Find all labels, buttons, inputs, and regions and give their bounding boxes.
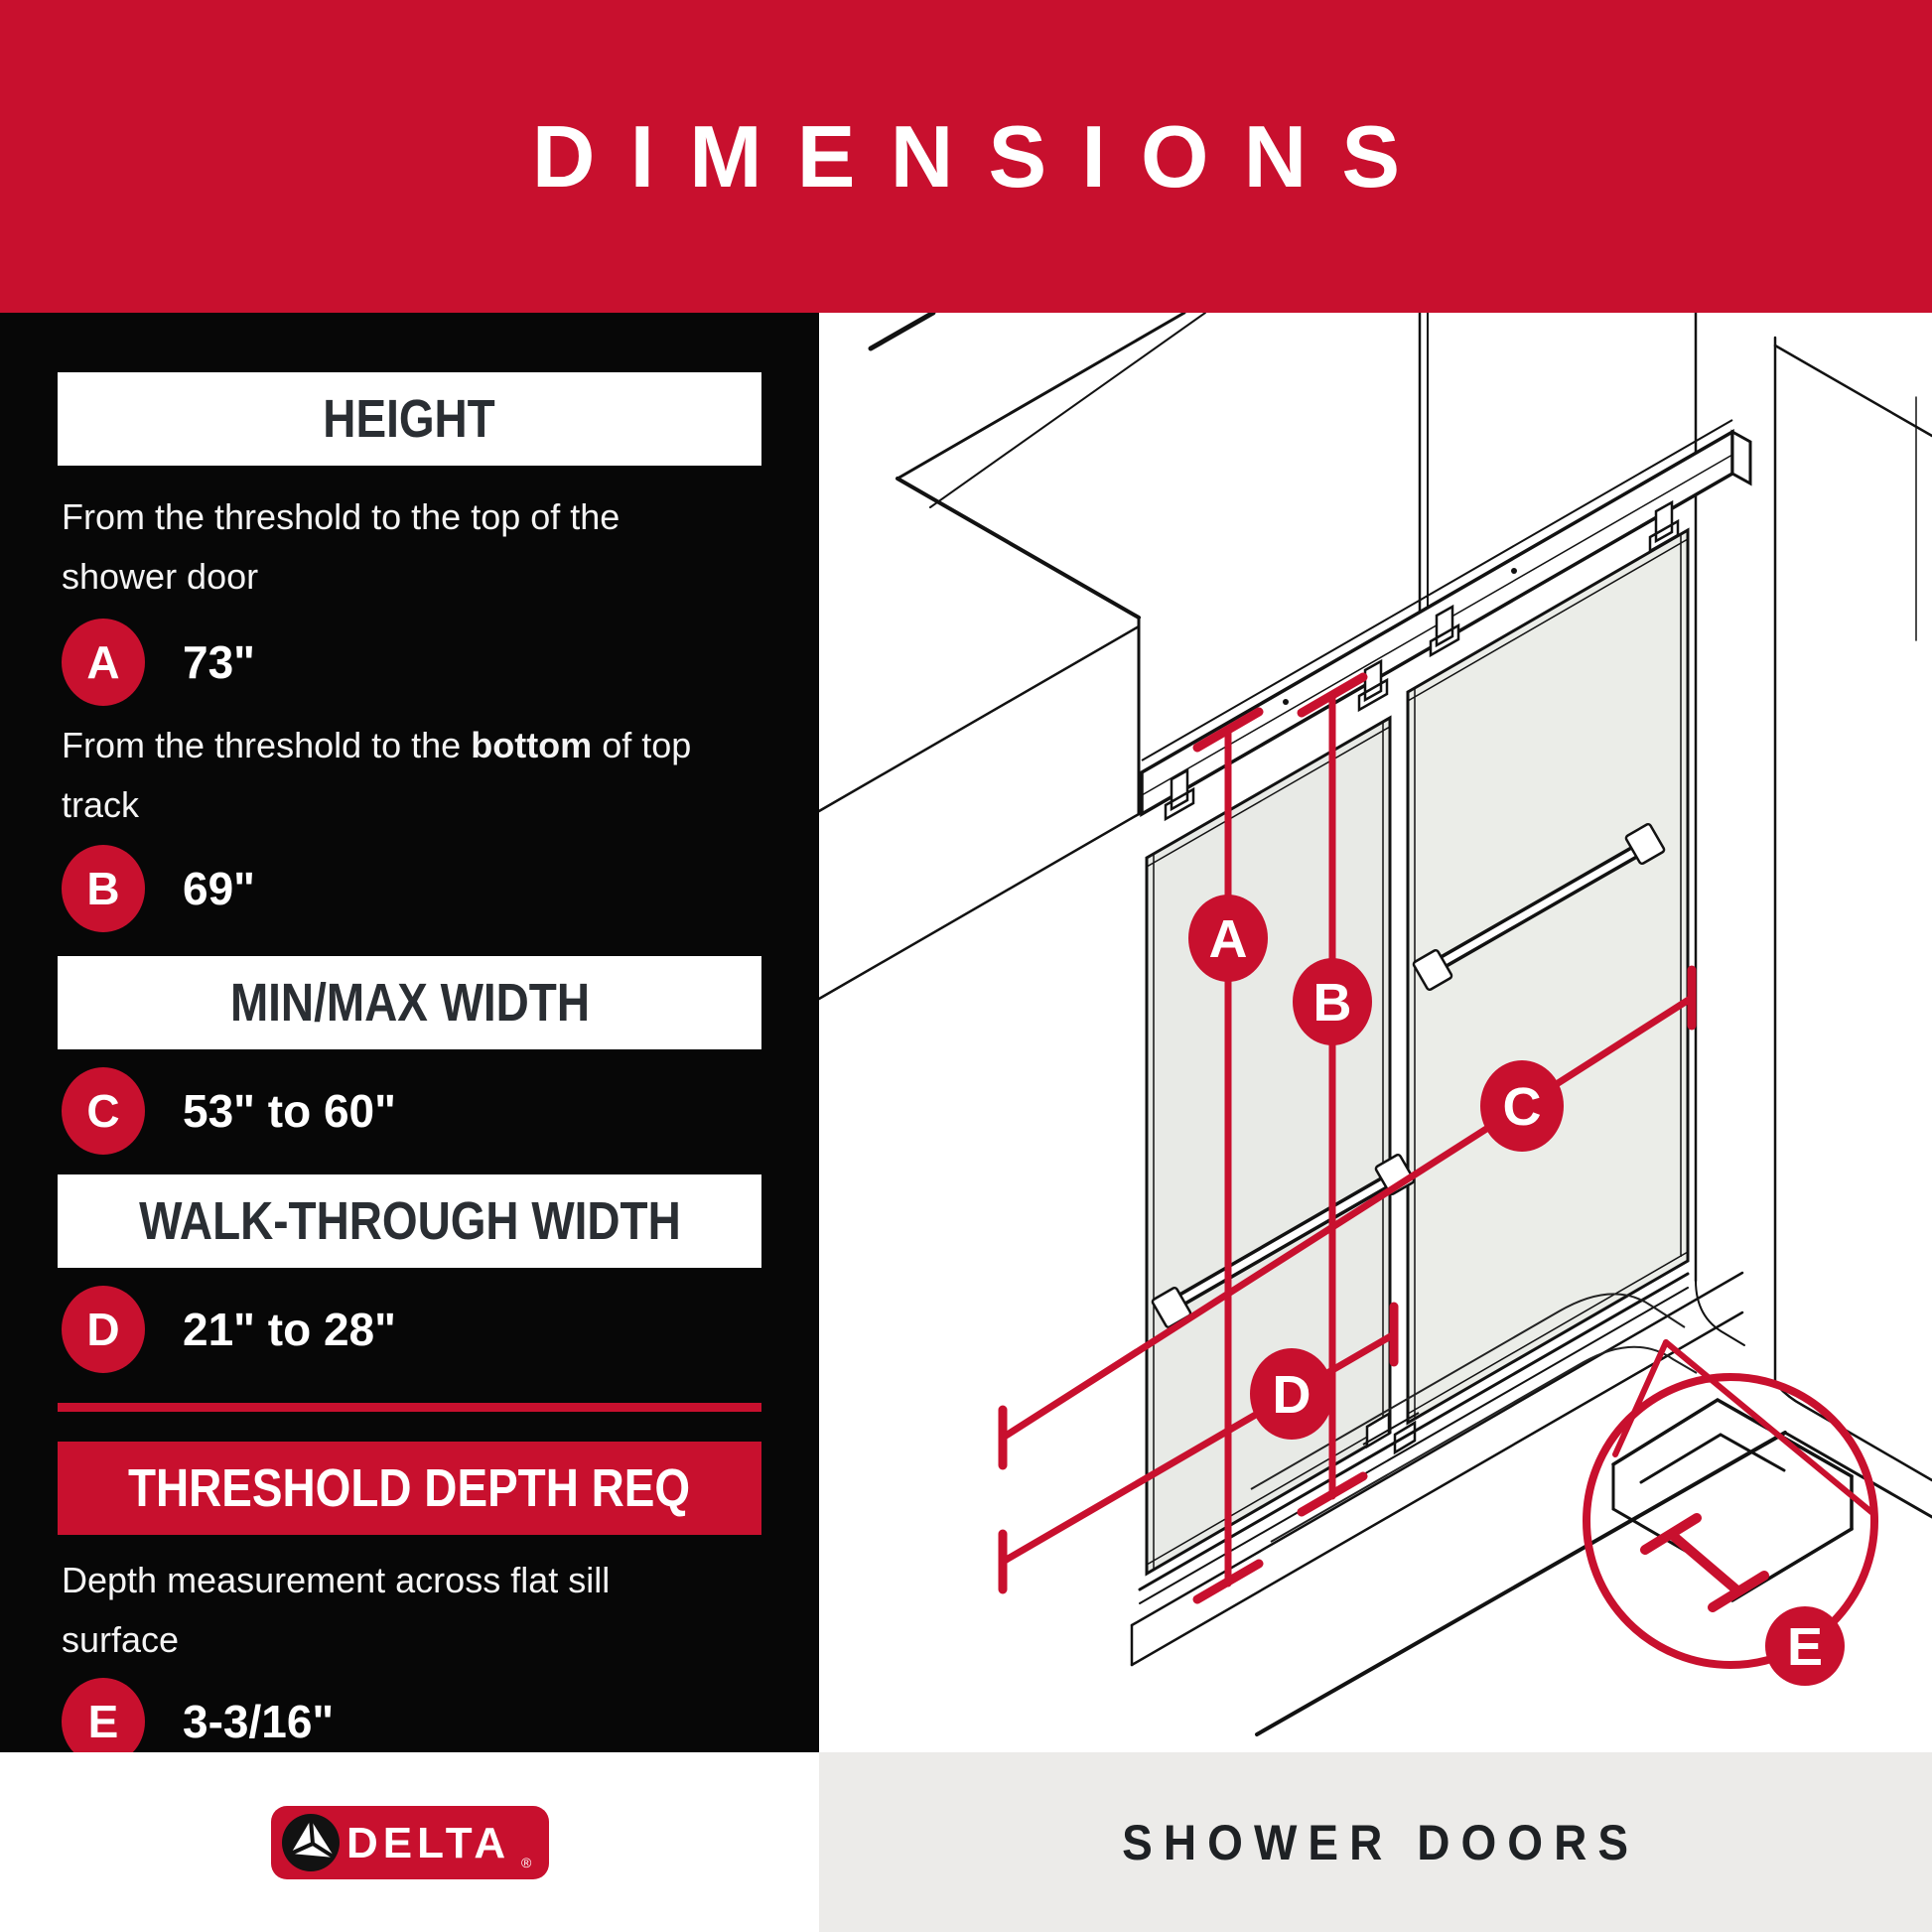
walkthrough-section-title: WALK-THROUGH WIDTH (138, 1191, 681, 1251)
spec-value-e: 3-3/16" (183, 1696, 335, 1747)
threshold-corner-detail (1613, 1400, 1852, 1600)
badge-a: A (62, 619, 145, 706)
illustration-badge-c-letter: C (1502, 1077, 1542, 1137)
threshold-section-header (58, 1442, 761, 1535)
spec-value-c: 53" to 60" (183, 1085, 396, 1137)
height-description-b-bold: bottom (471, 725, 593, 765)
height-section-header (58, 372, 761, 466)
delta-wordmark: DELTA (345, 1818, 510, 1867)
threshold-description: Depth measurement across flat sill surface (62, 1560, 611, 1660)
section-divider (58, 1403, 761, 1412)
registered-mark: ® (520, 1854, 531, 1870)
badge-c: C (62, 1067, 145, 1155)
minmax-section-header (58, 956, 761, 1049)
banner (0, 0, 1932, 313)
category-label: SHOWER DOORS (1122, 1814, 1640, 1870)
height-description-b-after: of top track (62, 725, 692, 825)
walkthrough-section-header (58, 1174, 761, 1268)
wall-corner-seam (897, 479, 1139, 618)
spec-panel (0, 313, 819, 1752)
spec-row-a (62, 619, 819, 706)
illustration-badge-e-letter: E (1786, 1617, 1824, 1677)
height-description-a: From the threshold to the top of the shower door (62, 496, 621, 597)
shower-door-illustration (819, 313, 1932, 1752)
shower-door-diagram (819, 313, 1932, 1752)
delta-logo (271, 1806, 549, 1879)
height-description-b (62, 716, 717, 835)
spec-value-a: 73" (183, 636, 255, 688)
spec-value-d: 21" to 28" (183, 1304, 396, 1355)
illustration-badge-b-letter: B (1312, 973, 1352, 1033)
illustration-badge-d-letter: D (1272, 1365, 1311, 1425)
spec-row-b (62, 845, 819, 932)
threshold-section-title: THRESHOLD DEPTH REQ (128, 1458, 691, 1518)
spec-row-d (62, 1286, 819, 1373)
height-description-b-before: From the threshold to the (62, 725, 472, 765)
height-section-title: HEIGHT (323, 389, 496, 449)
illustration-badge-a-letter: A (1208, 909, 1248, 969)
spec-row-c (62, 1067, 819, 1155)
page-title: DIMENSIONS (531, 106, 1436, 206)
badge-d: D (62, 1286, 145, 1373)
category-footer (819, 1752, 1932, 1932)
brand-footer (0, 1752, 819, 1932)
badge-b: B (62, 845, 145, 932)
glass-panel-left (1147, 718, 1390, 1574)
minmax-section-title: MIN/MAX WIDTH (229, 973, 590, 1033)
spec-value-b: 69" (183, 863, 255, 914)
badge-e: E (62, 1678, 145, 1765)
